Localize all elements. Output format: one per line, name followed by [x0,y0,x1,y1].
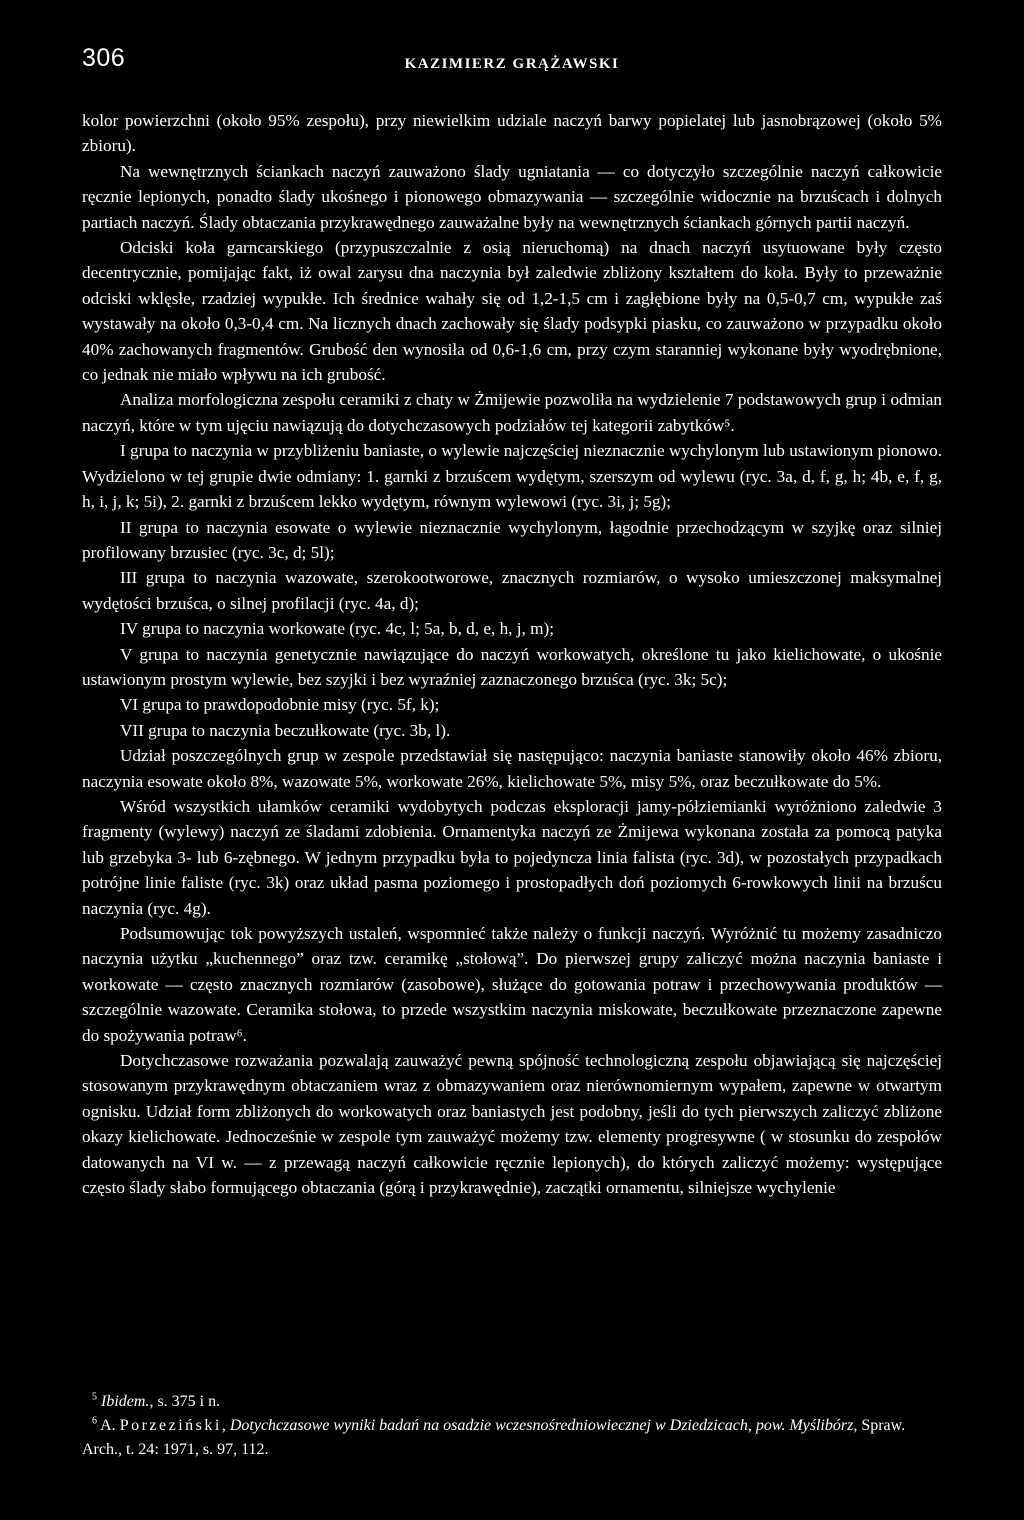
footnotes [82,1390,942,1462]
paragraph: VII grupa to naczynia beczułkowate (ryc. 3b, l). [120,720,451,740]
paragraph: I grupa to naczynia w przybliżeniu baniaste, o wylewie najczęściej nieznacznie wychylonym lub ustawionym pionowo. Wydzielono w tej grupie dwie odmiany: 1. garnki z brzuścem wydętym, szerszym od wylewu (ryc. 3a, d, f, g, h; 4b, e, f, g, h, i, j, k; 5i), 2. garnki z brzuścem lekko wydętym, równym wylewowi (ryc. 3i, j; 5g); [82,441,942,512]
page-number: 306 [82,44,126,72]
footnote-6: $^6$ A. Porzeziński, Dotychczasowe wyniki badań na osadzie wczesnośredniowiecznej w Dziedzicach, pow. Myślibórz, Spraw. Arch., t. 24: 1971, s. 97, 112. [82,1415,906,1458]
footnote-author-name: Porzeziński [119,1417,222,1434]
paragraph: II grupa to naczynia esowate o wylewie nieznacznie wychylonym, łagodnie przechodzącym w szyjkę oraz silniej profilowany brzusiec (ryc. 3c, d; 5l); [82,517,942,562]
paragraph: Na wewnętrznych ściankach naczyń zauważono ślady ugniatania — co dotyczyło szczególnie naczyń całkowicie ręcznie lepionych, ponadto ślady ukośnego i pionowego obmazywania — szczególnie widocznie na brzuścach i dolnych partiach naczyń. Ślady obtaczania przykrawędnego zauważalne były na wewnętrznych ściankach górnych partii naczyń. [82,161,942,232]
paragraph: Podsumowując tok powyższych ustaleń, wspomnieć także należy o funkcji naczyń. Wyróżnić tu możemy zasadniczo naczynia użytku „kuchennego” oraz tzw. ceramikę „stołową”. Do pierwszej grupy zaliczyć można naczynia baniaste i workowate — często znacznych rozmiarów (zasobowe), służące do gotowania potraw i przechowywania produktów — szczególnie wazowate. Ceramika stołowa, to przede wszystkim naczynia miskowate, beczułkowate przeznaczone zapewne do spożywania potraw⁶. [82,924,942,1045]
footnote-marker: 6 [92,1415,97,1427]
paragraph: III grupa to naczynia wazowate, szerokootworowe, znacznych rozmiarów, o wysoko umieszczonej maksymalnej wydętości brzuśca, o silnej profilacji (ryc. 4a, d); [82,568,942,613]
paragraph: kolor powierzchni (około 95% zespołu), przy niewielkim udziale naczyń barwy popielatej lub jasnobrązowej (około 5% zbioru). [82,111,942,156]
paragraph: Dotychczasowe rozważania pozwalają zauważyć pewną spójność technologiczną zespołu objawiającą się najczęściej stosowanym przykrawędnym obtaczaniem wraz z obmazywaniem oraz nierównomiernym wypałem, zapewne w otwartym ognisku. Udział form zbliżonych do workowatych oraz baniastych jest podobny, jeśli do tych pierwszych zaliczyć zbliżone okazy kielichowate. Jednocześnie w zespole tym zauważyć możemy tzw. elementy progresywne ( w stosunku do zespołów datowanych na VI w. — z przewagą naczyń całkowicie ręcznie lepionych), do których zaliczyć możemy: występujące często ślady słabo formującego obtaczania (górą i przykrawędnie), zaczątki ornamentu, silniejsze wychylenie [82,1051,942,1198]
footnote-author-initial: A. [100,1417,116,1434]
paragraph: IV grupa to naczynia workowate (ryc. 4c, l; 5a, b, d, e, h, j, m); [120,619,555,639]
paragraph: Wśród wszystkich ułamków ceramiki wydobytych podczas eksploracji jamy-półziemianki wyróżniono zaledwie 3 fragmenty (wylewy) naczyń ze śladami zdobienia. Ornamentyka naczyń ze Żmijewa wykonana została za pomocą patyka lub grzebyka 3- lub 6-zębnego. W jednym przypadku była to pojedyncza linia falista (ryc. 3d), w pozostałych przypadkach potrójne linie faliste (ryc. 3k) oraz układ pasma poziomego i prostopadłych doń poziomych 6-rowkowych linii na brzuścu naczynia (ryc. 4g). [82,796,942,918]
footnote-text: , s. 375 i n. [149,1393,221,1410]
footnote-5 [82,1390,942,1414]
paragraph: V grupa to naczynia genetycznie nawiązujące do naczyń workowatych, określone tu jako kielichowate, o ukośnie ustawionym prostym wylewie, bez szyjki i bez wyraźniej zaznaczonego brzuśca (ryc. 3k; 5c); [82,644,942,689]
footnote-title: Dotychczasowe wyniki badań na osadzie wczesnośredniowiecznej w Dziedzicach, pow. Myślibórz, [229,1417,858,1434]
footnote-title: Ibidem. [101,1393,150,1410]
paragraph: Odciski koła garncarskiego (przypuszczalnie z osią nieruchomą) na dnach naczyń usytuowane były często decentrycznie, pomijając fakt, iż owal zarysu dna naczynia był zaledwie zbliżony kształtem do koła. Były to przeważnie odciski wklęsłe, rzadziej wypukłe. Ich średnice wahały się od 1,2-1,5 cm i zagłębione były na 0,5-0,7 cm, wypukłe zaś wystawały na około 0,3-0,4 cm. Na licznych dnach zachowały się ślady podsypki piasku, co zauważono w przypadku około 40% zachowanych fragmentów. Grubość den wynosiła od 0,6-1,6 cm, przy czym staranniej wykonane były wyodrębnione, co jednak nie miało wpływu na ich grubość. [82,238,942,385]
footnote-text: Spraw. Arch., t. 24: 1971, s. 97, 112. [82,1417,906,1458]
footnote-marker: 5 [92,1391,97,1403]
body-text [82,108,942,1200]
paragraph: Analiza morfologiczna zespołu ceramiki z chaty w Żmijewie pozwoliła na wydzielenie 7 podstawowych grup i odmian naczyń, które w tym ujęciu nawiązują do dotychczasowych podziałów tej kategorii zabytków⁵. [82,390,942,435]
paragraph: Udział poszczególnych grup w zespole przedstawiał się następująco: naczynia baniaste stanowiły około 46% zbioru, naczynia esowate około 8%, wazowate 5%, workowate 26%, kielichowate 5%, misy 5%, oraz beczułkowate do 5%. [82,746,942,791]
page-header [82,44,942,84]
running-head: KAZIMIERZ GRĄŻAWSKI [404,56,620,72]
paragraph: VI grupa to prawdopodobnie misy (ryc. 5f, k); [120,695,440,715]
